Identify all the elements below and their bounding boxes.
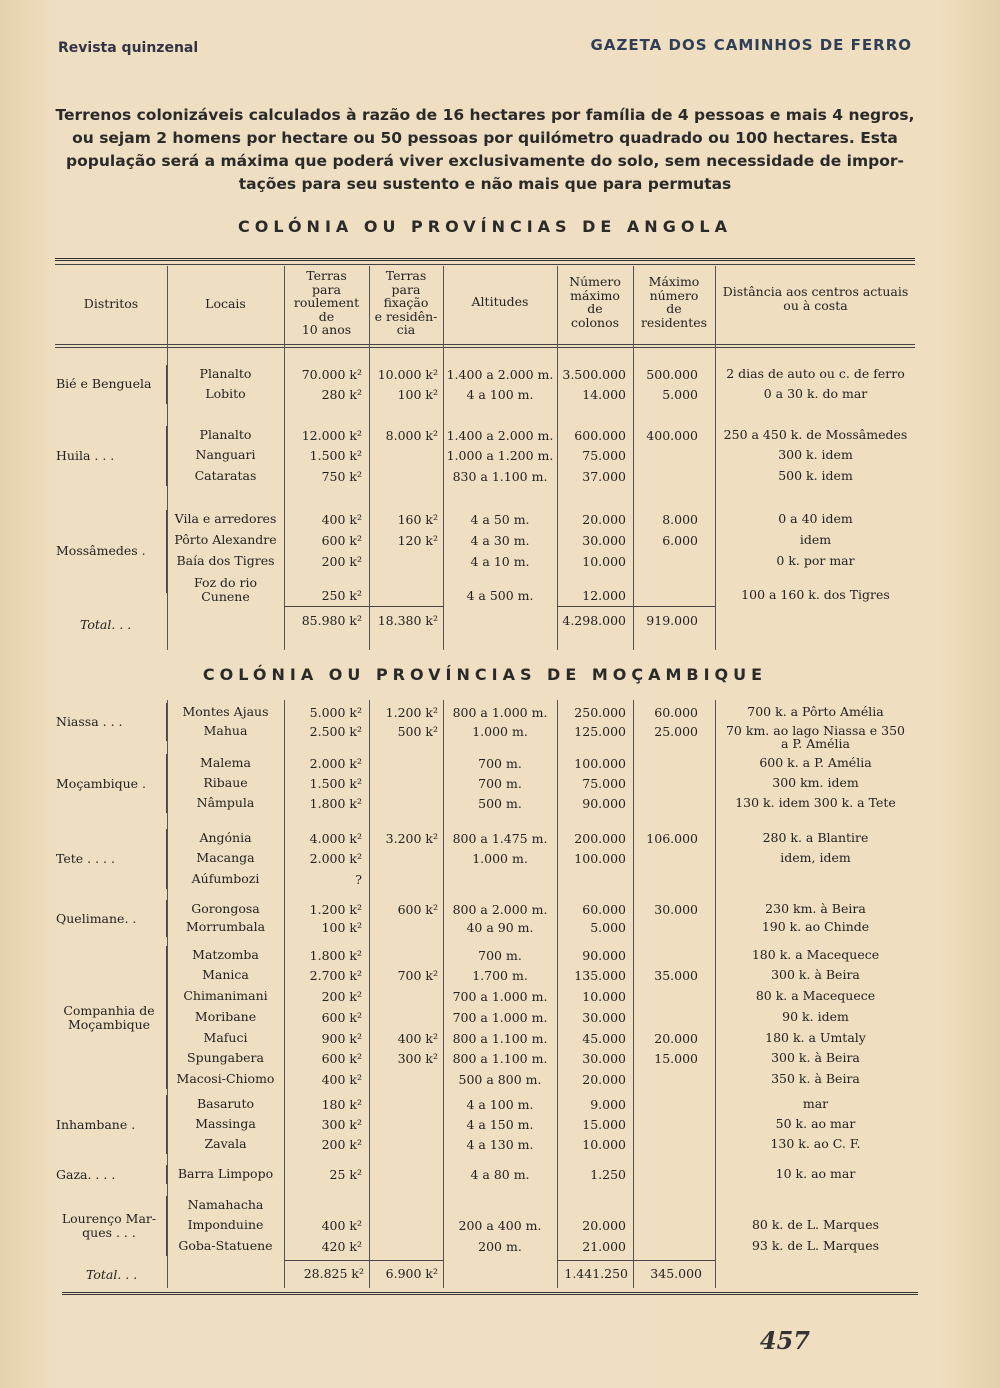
mocambique-row-terras-roulement: 2.000 k² <box>309 756 362 771</box>
mocambique-row-terras-fixacao: 600 k² <box>397 902 438 917</box>
angola-row-distancia: 300 k. idem <box>778 447 853 462</box>
angola-row-terras-fixacao: 160 k² <box>397 512 438 527</box>
mocambique-row-terras-roulement: 1.800 k² <box>309 948 362 963</box>
mocambique-row-distancia: 70 km. ao lago Niassa e 350 a P. Amélia <box>725 723 906 751</box>
mocambique-row-distancia: 180 k. a Macequece <box>751 947 880 962</box>
mocambique-row-local: Macosi-Chiomo <box>176 1071 275 1086</box>
mocambique-row-numero-colonos: 100.000 <box>574 756 626 771</box>
district-brace <box>166 703 167 741</box>
mocambique-row-numero-colonos: 10.000 <box>582 1137 626 1152</box>
mocambique-row-terras-fixacao: 700 k² <box>397 968 438 983</box>
district-name: Gaza. . . . <box>56 1166 116 1182</box>
mocambique-row-distancia: 300 km. idem <box>772 775 859 790</box>
angola-row-maximo-residentes: 5.000 <box>662 387 698 402</box>
angola-row-terras-roulement: 1.500 k² <box>309 448 362 463</box>
mocambique-row-distancia: 130 k. ao C. F. <box>770 1136 861 1151</box>
angola-total-label: Total. . . <box>80 617 132 632</box>
column-divider <box>633 266 634 650</box>
mocambique-row-distancia: 700 k. a Pôrto Amélia <box>747 704 884 719</box>
mocambique-row-terras-roulement: 1.500 k² <box>309 776 362 791</box>
angola-row-local: Pôrto Alexandre <box>174 532 277 547</box>
mocambique-row-local: Namahacha <box>187 1197 264 1212</box>
district-brace <box>166 829 167 889</box>
mocambique-row-altitude: 1.000 m. <box>472 851 528 866</box>
mocambique-row-local: Goba-Statuene <box>178 1238 273 1253</box>
mocambique-row-numero-colonos: 60.000 <box>582 902 626 917</box>
mocambique-row-local: Manica <box>202 967 249 982</box>
mocambique-row-maximo-residentes: 20.000 <box>654 1031 698 1046</box>
angola-row-local: Cataratas <box>194 468 257 483</box>
angola-row-altitude: 1.400 a 2.000 m. <box>446 367 554 382</box>
mocambique-row-numero-colonos: 15.000 <box>582 1117 626 1132</box>
column-divider <box>369 700 370 1288</box>
mocambique-row-local: Imponduine <box>187 1217 264 1232</box>
angola-row-maximo-residentes: 400.000 <box>646 428 698 443</box>
district-brace <box>166 946 167 1089</box>
mocambique-row-altitude: 800 a 1.000 m. <box>452 705 548 720</box>
mocambique-row-local: Nâmpula <box>196 795 255 810</box>
mocambique-row-terras-roulement: 600 k² <box>321 1010 362 1025</box>
angola-row-distancia: 2 dias de auto ou c. de ferro <box>726 366 905 381</box>
angola-row-terras-roulement: 400 k² <box>321 512 362 527</box>
angola-row-terras-fixacao: 10.000 k² <box>377 367 438 382</box>
district-name: Inhambane . <box>56 1116 136 1132</box>
mocambique-row-altitude: 800 a 1.100 m. <box>452 1031 548 1046</box>
mocambique-row-local: Gorongosa <box>191 901 260 916</box>
district-brace <box>166 1165 167 1184</box>
mocambique-row-altitude: 700 a 1.000 m. <box>452 989 548 1004</box>
district-brace <box>166 754 167 813</box>
header-right: GAZETA DOS CAMINHOS DE FERRO <box>590 36 912 54</box>
mocambique-row-numero-colonos: 30.000 <box>582 1010 626 1025</box>
mocambique-row-terras-roulement: 5.000 k² <box>309 705 362 720</box>
mocambique-row-numero-colonos: 125.000 <box>574 724 626 739</box>
mocambique-row-altitude: 4 a 130 m. <box>466 1137 534 1152</box>
col-header-altitudes: Altitudes <box>471 294 529 309</box>
mocambique-row-maximo-residentes: 60.000 <box>654 705 698 720</box>
mocambique-row-terras-roulement: 2.700 k² <box>309 968 362 983</box>
mocambique-row-terras-roulement: 1.200 k² <box>309 902 362 917</box>
mocambique-row-terras-roulement: 25 k² <box>329 1167 362 1182</box>
mocambique-row-numero-colonos: 5.000 <box>590 920 626 935</box>
mocambique-row-numero-colonos: 21.000 <box>582 1239 626 1254</box>
mocambique-row-terras-fixacao: 300 k² <box>397 1051 438 1066</box>
angola-row-terras-roulement: 70.000 k² <box>301 367 362 382</box>
mocambique-row-terras-roulement: 1.800 k² <box>309 796 362 811</box>
mocambique-row-terras-roulement: 420 k² <box>321 1239 362 1254</box>
mocambique-row-distancia: 10 k. ao mar <box>775 1166 856 1181</box>
page-number: 457 <box>759 1326 810 1355</box>
mocambique-row-distancia: 50 k. ao mar <box>775 1116 856 1131</box>
mocambique-row-altitude: 4 a 80 m. <box>470 1167 530 1182</box>
angola-total-rule-2 <box>557 606 715 607</box>
angola-total-colonos: 4.298.000 <box>562 613 626 628</box>
mocambique-row-altitude: 40 a 90 m. <box>466 920 534 935</box>
angola-row-local: Nanguari <box>195 447 256 462</box>
mocambique-row-numero-colonos: 45.000 <box>582 1031 626 1046</box>
angola-row-altitude: 830 a 1.100 m. <box>452 469 548 484</box>
mocambique-total-fixacao: 6.900 k² <box>385 1266 438 1281</box>
mocambique-row-distancia: 300 k. à Beira <box>771 967 860 982</box>
angola-row-altitude: 1.000 a 1.200 m. <box>446 448 554 463</box>
mocambique-row-distancia: mar <box>802 1096 829 1111</box>
mocambique-row-numero-colonos: 75.000 <box>582 776 626 791</box>
intro-line: tações para seu sustento e não mais que para permutas <box>238 175 732 193</box>
mocambique-row-distancia: 190 k. ao Chinde <box>761 919 870 934</box>
mocambique-row-altitude: 500 a 800 m. <box>458 1072 542 1087</box>
col-header-locais: Locais <box>205 296 246 311</box>
mocambique-row-local: Malema <box>200 755 251 770</box>
mocambique-row-numero-colonos: 20.000 <box>582 1072 626 1087</box>
district-name: Tete . . . . <box>56 851 115 866</box>
mocambique-row-altitude: 800 a 1.475 m. <box>452 831 548 846</box>
mocambique-row-distancia: 180 k. a Umtaly <box>765 1030 866 1045</box>
angola-row-numero-colonos: 600.000 <box>574 428 626 443</box>
mocambique-row-numero-colonos: 100.000 <box>574 851 626 866</box>
mocambique-row-local: Moribane <box>194 1009 257 1024</box>
mocambique-row-local: Chimanimani <box>183 988 268 1003</box>
mocambique-row-altitude: 800 a 1.100 m. <box>452 1051 548 1066</box>
mocambique-row-local: Montes Ajaus <box>182 704 269 719</box>
mocambique-row-altitude: 700 m. <box>478 948 522 963</box>
mocambique-row-altitude: 1.700 m. <box>472 968 528 983</box>
district-name: Huila . . . <box>56 447 115 463</box>
mocambique-row-terras-fixacao: 500 k² <box>397 724 438 739</box>
angola-row-terras-roulement: 280 k² <box>321 387 362 402</box>
table-bottom-rule <box>62 1292 918 1298</box>
mocambique-title: COLÓNIA OU PROVÍNCIAS DE MOÇAMBIQUE <box>202 665 768 684</box>
mocambique-row-altitude: 700 m. <box>478 776 522 791</box>
mocambique-row-distancia: idem, idem <box>780 850 851 865</box>
mocambique-total-residentes: 345.000 <box>650 1266 702 1281</box>
col-header-numero-colonos: Número máximo de colonos <box>569 274 621 330</box>
district-name: Quelimane. . <box>56 910 137 926</box>
mocambique-row-terras-roulement: ? <box>355 872 362 887</box>
angola-row-numero-colonos: 20.000 <box>582 512 626 527</box>
mocambique-row-distancia: 230 km. à Beira <box>765 901 866 916</box>
table-top-rule-thin <box>55 264 915 265</box>
mocambique-row-distancia: 93 k. de L. Marques <box>751 1238 880 1253</box>
district-brace <box>166 365 167 404</box>
mocambique-row-altitude: 200 a 400 m. <box>458 1218 542 1233</box>
angola-row-local: Planalto <box>199 366 252 381</box>
angola-row-terras-roulement: 12.000 k² <box>301 428 362 443</box>
mocambique-row-local: Angónia <box>199 830 252 845</box>
mocambique-row-terras-roulement: 600 k² <box>321 1051 362 1066</box>
mocambique-row-distancia: 300 k. à Beira <box>771 1050 860 1065</box>
mocambique-total-rule-2 <box>557 1260 715 1261</box>
angola-row-terras-fixacao: 100 k² <box>397 387 438 402</box>
angola-row-terras-fixacao: 8.000 k² <box>385 428 438 443</box>
mocambique-row-maximo-residentes: 30.000 <box>654 902 698 917</box>
angola-row-local: Vila e arredores <box>174 511 277 526</box>
header-left: Revista quinzenal <box>58 40 199 56</box>
mocambique-total-roulement: 28.825 k² <box>303 1266 364 1281</box>
district-brace <box>166 1095 167 1154</box>
mocambique-row-altitude: 4 a 100 m. <box>466 1097 534 1112</box>
angola-row-terras-roulement: 200 k² <box>321 554 362 569</box>
angola-row-local: Planalto <box>199 427 252 442</box>
mocambique-row-local: Morrumbala <box>185 919 266 934</box>
column-divider <box>633 700 634 1288</box>
mocambique-row-distancia: 130 k. idem 300 k. a Tete <box>735 795 896 810</box>
mocambique-row-maximo-residentes: 35.000 <box>654 968 698 983</box>
mocambique-row-altitude: 700 a 1.000 m. <box>452 1010 548 1025</box>
mocambique-row-altitude: 800 a 2.000 m. <box>452 902 548 917</box>
angola-row-distancia: 250 a 450 k. de Mossâmedes <box>723 427 908 442</box>
district-name: Niassa . . . <box>56 714 123 729</box>
district-name: Lourenço Mar- ques . . . <box>61 1211 157 1240</box>
mocambique-row-local: Aúfumbozi <box>191 871 260 886</box>
mocambique-row-terras-roulement: 400 k² <box>321 1218 362 1233</box>
mocambique-row-terras-roulement: 200 k² <box>321 1137 362 1152</box>
angola-row-altitude: 4 a 10 m. <box>470 554 530 569</box>
angola-row-distancia: 0 a 30 k. do mar <box>763 386 868 401</box>
district-name: Bié e Benguela <box>56 376 152 391</box>
mocambique-row-terras-roulement: 180 k² <box>321 1097 362 1112</box>
mocambique-row-terras-roulement: 4.000 k² <box>309 831 362 846</box>
district-name: Companhia de Moçambique <box>63 1002 155 1032</box>
angola-row-numero-colonos: 37.000 <box>582 469 626 484</box>
angola-row-distancia: 0 a 40 idem <box>778 511 853 526</box>
angola-row-altitude: 4 a 100 m. <box>466 387 534 402</box>
mocambique-row-local: Barra Limpopo <box>177 1166 274 1181</box>
mocambique-row-numero-colonos: 200.000 <box>574 831 626 846</box>
angola-total-residentes: 919.000 <box>646 613 698 628</box>
mocambique-row-distancia: 600 k. a P. Amélia <box>759 755 872 770</box>
angola-row-numero-colonos: 12.000 <box>582 588 626 603</box>
mocambique-row-maximo-residentes: 25.000 <box>654 724 698 739</box>
angola-row-distancia: idem <box>799 532 832 547</box>
mocambique-row-numero-colonos: 250.000 <box>574 705 626 720</box>
mocambique-row-distancia: 90 k. idem <box>782 1009 849 1024</box>
angola-row-terras-roulement: 250 k² <box>321 588 362 603</box>
mocambique-row-distancia: 350 k. à Beira <box>771 1071 860 1086</box>
intro-line: população será a máxima que poderá viver exclusivamente do solo, sem necessidade de impor- <box>66 152 904 170</box>
mocambique-row-distancia: 80 k. de L. Marques <box>751 1217 880 1232</box>
mocambique-row-local: Basaruto <box>196 1096 255 1111</box>
angola-row-terras-roulement: 750 k² <box>321 469 362 484</box>
intro-line: ou sejam 2 homens por hectare ou 50 pessoas por quilómetro quadrado ou 100 hectares. Esta <box>72 129 898 147</box>
district-brace <box>166 510 167 593</box>
mocambique-row-altitude: 4 a 150 m. <box>466 1117 534 1132</box>
angola-row-numero-colonos: 14.000 <box>582 387 626 402</box>
mocambique-row-terras-fixacao: 3.200 k² <box>385 831 438 846</box>
mocambique-row-maximo-residentes: 106.000 <box>646 831 698 846</box>
mocambique-row-numero-colonos: 9.000 <box>590 1097 626 1112</box>
district-brace <box>166 900 167 937</box>
mocambique-row-altitude: 1.000 m. <box>472 724 528 739</box>
col-header-distritos: Distritos <box>83 296 139 311</box>
col-header-distancia: Distância aos centros actuais ou à costa <box>722 284 909 313</box>
mocambique-row-distancia: 280 k. a Blantire <box>762 830 869 845</box>
intro-paragraph <box>55 104 915 196</box>
mocambique-row-maximo-residentes: 15.000 <box>654 1051 698 1066</box>
angola-total-fixacao: 18.380 k² <box>377 613 438 628</box>
angola-row-distancia: 100 a 160 k. dos Tigres <box>741 587 890 602</box>
mocambique-row-altitude: 500 m. <box>478 796 522 811</box>
angola-row-maximo-residentes: 8.000 <box>662 512 698 527</box>
angola-row-maximo-residentes: 500.000 <box>646 367 698 382</box>
mocambique-row-terras-roulement: 200 k² <box>321 989 362 1004</box>
angola-row-numero-colonos: 75.000 <box>582 448 626 463</box>
district-brace <box>166 1196 167 1256</box>
header-bottom-rule-2 <box>55 347 915 348</box>
mocambique-row-terras-roulement: 2.500 k² <box>309 724 362 739</box>
angola-row-local: Lobito <box>205 386 246 401</box>
col-header-terras-fixacao: Terras para fixação e residên- cia <box>374 268 438 337</box>
district-name: Mossâmedes . <box>56 543 146 558</box>
header-bottom-rule <box>55 344 915 345</box>
angola-row-altitude: 4 a 500 m. <box>466 588 534 603</box>
mocambique-row-local: Mahua <box>203 723 248 738</box>
angola-row-terras-fixacao: 120 k² <box>397 533 438 548</box>
mocambique-row-terras-fixacao: 400 k² <box>397 1031 438 1046</box>
column-divider <box>369 266 370 650</box>
mocambique-row-local: Zavala <box>204 1136 247 1151</box>
angola-row-local: Baía dos Tigres <box>176 553 275 568</box>
mocambique-row-numero-colonos: 10.000 <box>582 989 626 1004</box>
mocambique-row-terras-roulement: 900 k² <box>321 1031 362 1046</box>
angola-row-terras-roulement: 600 k² <box>321 533 362 548</box>
mocambique-row-numero-colonos: 1.250 <box>590 1167 626 1182</box>
angola-row-local: Foz do rio Cunene <box>193 575 258 604</box>
angola-row-altitude: 1.400 a 2.000 m. <box>446 428 554 443</box>
angola-total-roulement: 85.980 k² <box>301 613 362 628</box>
angola-row-numero-colonos: 10.000 <box>582 554 626 569</box>
mocambique-row-numero-colonos: 30.000 <box>582 1051 626 1066</box>
mocambique-row-numero-colonos: 20.000 <box>582 1218 626 1233</box>
mocambique-row-terras-fixacao: 1.200 k² <box>385 705 438 720</box>
mocambique-row-distancia: 80 k. a Macequece <box>755 988 876 1003</box>
mocambique-row-terras-roulement: 2.000 k² <box>309 851 362 866</box>
angola-total-rule <box>284 606 444 607</box>
mocambique-row-local: Matzomba <box>192 947 259 962</box>
district-name: Moçambique . <box>56 775 147 791</box>
district-brace <box>166 426 167 486</box>
mocambique-row-local: Macanga <box>196 850 255 865</box>
angola-row-numero-colonos: 3.500.000 <box>562 367 626 382</box>
angola-row-maximo-residentes: 6.000 <box>662 533 698 548</box>
angola-row-distancia: 0 k. por mar <box>776 553 855 568</box>
mocambique-total-colonos: 1.441.250 <box>564 1266 628 1281</box>
angola-title: COLÓNIA OU PROVÍNCIAS DE ANGOLA <box>237 217 732 236</box>
mocambique-row-local: Mafuci <box>203 1030 248 1045</box>
mocambique-row-terras-roulement: 400 k² <box>321 1072 362 1087</box>
angola-row-numero-colonos: 30.000 <box>582 533 626 548</box>
mocambique-row-altitude: 200 m. <box>478 1239 522 1254</box>
intro-line: Terrenos colonizáveis calculados à razão de 16 hectares por família de 4 pessoas e mais 4 negros, <box>55 106 915 124</box>
angola-row-distancia: 500 k. idem <box>778 468 853 483</box>
col-header-terras-roulement: Terras para roulement de 10 anos <box>293 268 360 337</box>
mocambique-row-numero-colonos: 90.000 <box>582 796 626 811</box>
mocambique-row-numero-colonos: 90.000 <box>582 948 626 963</box>
mocambique-row-local: Spungabera <box>187 1050 264 1065</box>
mocambique-row-terras-roulement: 300 k² <box>321 1117 362 1132</box>
mocambique-row-numero-colonos: 135.000 <box>574 968 626 983</box>
mocambique-row-terras-roulement: 100 k² <box>321 920 362 935</box>
mocambique-total-label: Total. . . <box>86 1267 138 1282</box>
mocambique-row-altitude: 700 m. <box>478 756 522 771</box>
angola-row-altitude: 4 a 30 m. <box>470 533 530 548</box>
col-header-maximo-residentes: Máximo número de residentes <box>640 274 708 330</box>
angola-row-altitude: 4 a 50 m. <box>470 512 530 527</box>
mocambique-row-local: Massinga <box>195 1116 256 1131</box>
mocambique-row-local: Ribaue <box>203 775 248 790</box>
mocambique-total-rule <box>284 1260 444 1261</box>
